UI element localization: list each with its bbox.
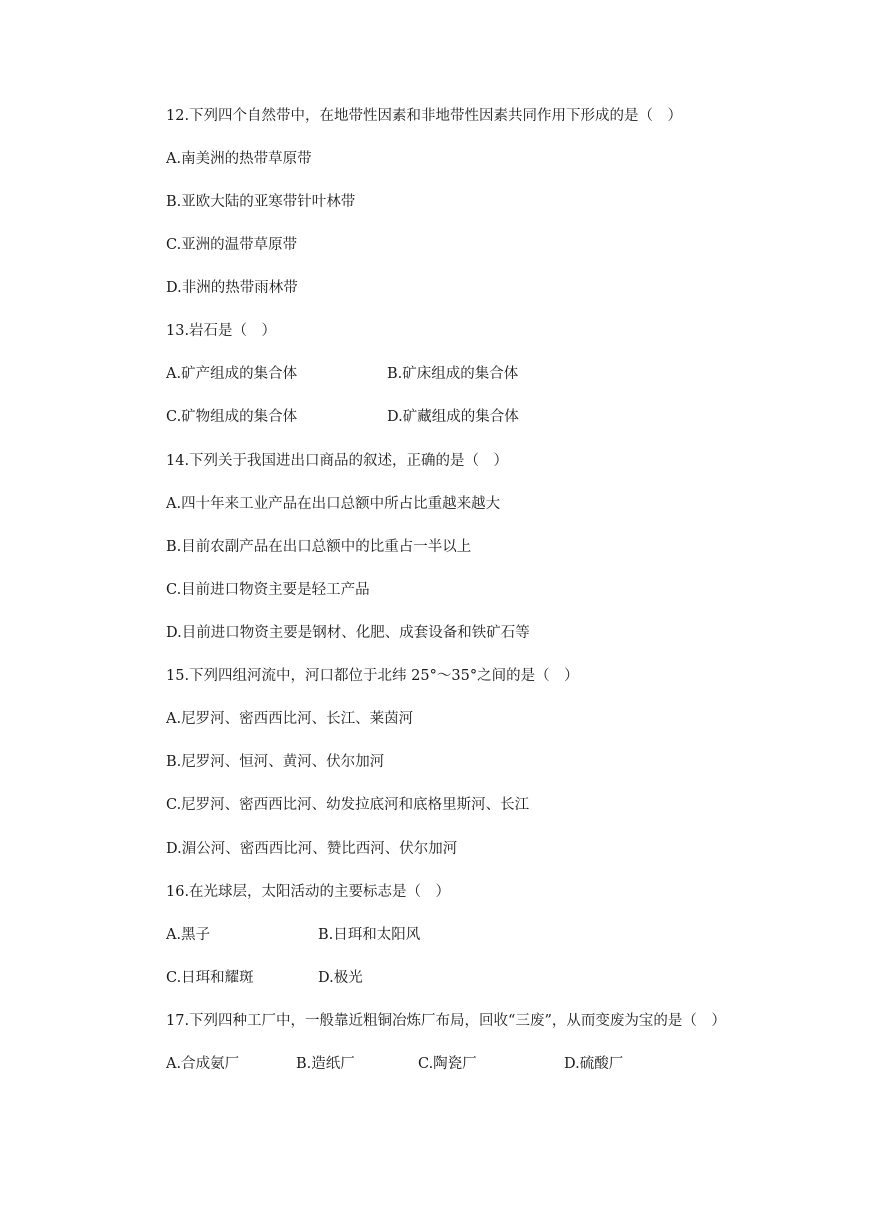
question-12-option-c: C.亚洲的温带草原带	[166, 237, 298, 253]
question-16-option-c: C.日珥和耀斑	[166, 970, 254, 986]
question-16-option-b: B.日珥和太阳风	[318, 927, 421, 943]
question-14-option-c: C.目前进口物资主要是轻工产品	[166, 582, 370, 598]
question-13-option-c: C.矿物组成的集合体	[166, 409, 298, 425]
question-16-option-d: D.极光	[318, 970, 363, 986]
question-13-stem: 13.岩石是（ ）	[166, 323, 277, 339]
question-17-option-a: A.合成氨厂	[166, 1056, 240, 1072]
question-16-option-a: A.黑子	[166, 927, 211, 943]
question-16-stem: 16.在光球层，太阳活动的主要标志是（ ）	[166, 884, 451, 900]
question-15-option-d: D.湄公河、密西西比河、赞比西河、伏尔加河	[166, 841, 458, 857]
question-14-option-a: A.四十年来工业产品在出口总额中所占比重越来越大	[166, 496, 501, 512]
question-14-stem: 14.下列关于我国进出口商品的叙述，正确的是（ ）	[166, 453, 509, 469]
question-13-option-b: B.矿床组成的集合体	[387, 366, 519, 382]
question-12-option-a: A.南美洲的热带草原带	[166, 151, 312, 167]
question-15-option-a: A.尼罗河、密西西比河、长江、莱茵河	[166, 711, 414, 727]
question-15-option-c: C.尼罗河、密西西比河、幼发拉底河和底格里斯河、长江	[166, 797, 530, 813]
question-17-option-d: D.硫酸厂	[564, 1056, 624, 1072]
question-13-option-a: A.矿产组成的集合体	[166, 366, 298, 382]
question-12-option-d: D.非洲的热带雨林带	[166, 280, 298, 296]
question-17-option-c: C.陶瓷厂	[418, 1056, 477, 1072]
question-12-stem: 12.下列四个自然带中，在地带性因素和非地带性因素共同作用下形成的是（ ）	[166, 108, 683, 124]
question-17-stem: 17.下列四种工厂中，一般靠近粗铜冶炼厂布局，回收“三废”，从而变废为宝的是（ ）	[166, 1013, 726, 1029]
question-14-option-d: D.目前进口物资主要是钢材、化肥、成套设备和铁矿石等	[166, 625, 530, 641]
question-14-option-b: B.目前农副产品在出口总额中的比重占一半以上	[166, 539, 472, 555]
question-15-stem: 15.下列四组河流中，河口都位于北纬 25°～35°之间的是（ ）	[166, 668, 579, 684]
question-12-option-b: B.亚欧大陆的亚寒带针叶林带	[166, 194, 356, 210]
question-13-option-d: D.矿藏组成的集合体	[387, 409, 519, 425]
question-15-option-b: B.尼罗河、恒河、黄河、伏尔加河	[166, 754, 385, 770]
question-17-option-b: B.造纸厂	[296, 1056, 355, 1072]
